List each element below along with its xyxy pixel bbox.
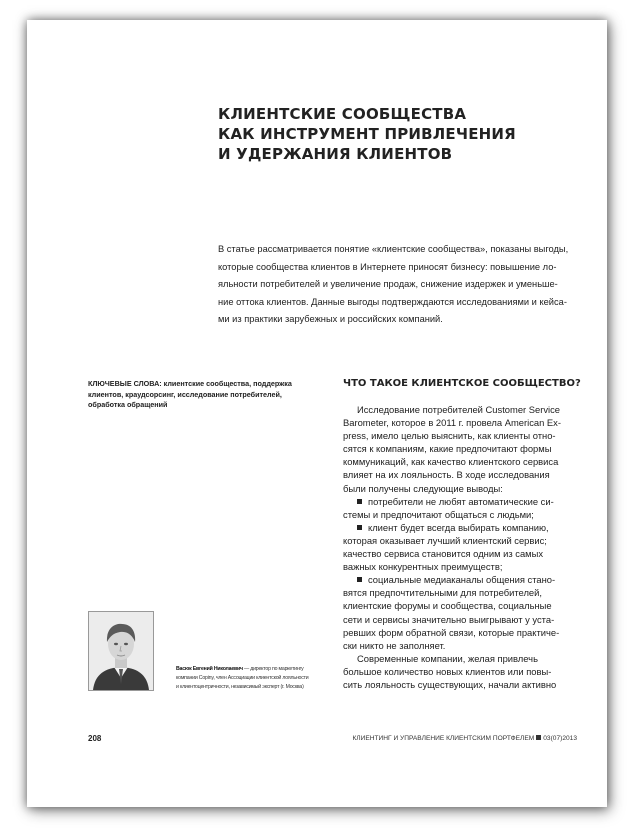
author-line: и клиентоцентричности, независимый эксперт (г. Москва) xyxy=(176,684,304,690)
title-line: КАК ИНСТРУМЕНТ ПРИВЛЕЧЕНИЯ xyxy=(218,125,516,143)
body-line: сить лояльность существующих, начали активно xyxy=(343,678,557,690)
bullet-item xyxy=(343,521,575,534)
body-line: ревших форм обратной связи, которые практиче- xyxy=(343,626,560,638)
body-line: Barometer, которое в 2011 г. провела American Ex- xyxy=(343,417,561,429)
title-line: КЛИЕНТСКИЕ СООБЩЕСТВА xyxy=(218,105,467,123)
bullet-square-icon xyxy=(357,525,362,530)
journal-name: КЛИЕНТИНГ И УПРАВЛЕНИЕ КЛИЕНТСКИМ ПОРТФЕЛЕМ xyxy=(352,735,535,742)
body-line: ски никто не заполняет. xyxy=(343,639,446,651)
body-line: Современные компании, желая привлечь xyxy=(357,652,538,664)
body-line: большое количество новых клиентов или повы- xyxy=(343,665,552,677)
body-line: сети и сервисы значительно выигрывают у уста- xyxy=(343,613,555,625)
author-line: — директор по маркетингу xyxy=(244,666,304,672)
bullet-item xyxy=(343,573,575,586)
keywords-line: КЛЮЧЕВЫЕ СЛОВА: клиентские сообщества, поддержка xyxy=(88,379,292,388)
keywords-line: клиентов, краудсорсинг, исследование потребителей, xyxy=(88,389,282,399)
body-line: клиентские форумы и сообщества, социальные xyxy=(343,600,552,612)
author-portrait-icon xyxy=(89,612,153,690)
body-line: коммуникаций, как качество клиентского сервиса xyxy=(343,456,559,468)
abstract-line: которые сообщества клиентов в Интернете приносят бизнесу: повышение ло- xyxy=(218,261,557,272)
abstract-line: яльности потребителей и увеличение продаж, снижение издержек и уменьше- xyxy=(218,279,558,289)
bullet-square-icon xyxy=(357,499,362,504)
author-line: компании Copiny, член Ассоциации клиентской лояльности xyxy=(176,675,309,681)
author-name: Васюк Евгений Николаевич xyxy=(176,666,243,672)
body-line: клиент будет всегда выбирать компанию, xyxy=(368,521,549,533)
body-line: сятся к компаниям, какие предпочитают формы xyxy=(343,443,552,455)
article-title xyxy=(218,104,558,164)
body-line: качество сервиса становится одним из самых xyxy=(343,548,544,560)
body-line: которая оказывает лучший клиентский сервис; xyxy=(343,534,547,546)
body-line: press, имело целью выяснить, как клиенты отно- xyxy=(343,430,556,442)
body-line: влияет на их лояльность. В ходе исследования xyxy=(343,469,550,481)
section-heading: ЧТО ТАКОЕ КЛИЕНТСКОЕ СООБЩЕСТВО? xyxy=(343,378,581,389)
bullet-square-icon xyxy=(357,577,362,582)
abstract xyxy=(218,241,580,329)
author-photo xyxy=(88,611,154,691)
issue-number: 03(07)2013 xyxy=(543,735,577,742)
bullet-item xyxy=(343,495,575,508)
body-line: Исследование потребителей Customer Service xyxy=(357,404,561,415)
abstract-line: ми из практики зарубежных и российских компаний. xyxy=(218,314,443,324)
keywords-line: обработка обращений xyxy=(88,400,168,409)
body-line: потребители не любят автоматические си- xyxy=(368,495,554,507)
author-caption xyxy=(176,665,326,692)
title-line: И УДЕРЖАНИЯ КЛИЕНТОВ xyxy=(218,145,453,163)
page-number: 208 xyxy=(88,734,102,743)
body-text xyxy=(343,403,575,691)
separator-square-icon xyxy=(536,735,541,740)
abstract-line: ние оттока клиентов. Данные выгоды подтверждаются исследованиями и кейса- xyxy=(218,296,567,307)
body-line: были получены следующие выводы: xyxy=(343,482,503,494)
abstract-line: В статье рассматривается понятие «клиентские сообщества», показаны выгоды, xyxy=(218,244,569,254)
body-line: важных конкурентных преимуществ; xyxy=(343,561,503,573)
body-line: стемы и предпочитают общаться с людьми; xyxy=(343,508,534,520)
keywords xyxy=(88,379,318,411)
body-line: социальные медиаканалы общения стано- xyxy=(368,574,556,586)
running-footer xyxy=(343,735,577,742)
body-line: вятся предпочтительными для потребителей, xyxy=(343,587,542,599)
